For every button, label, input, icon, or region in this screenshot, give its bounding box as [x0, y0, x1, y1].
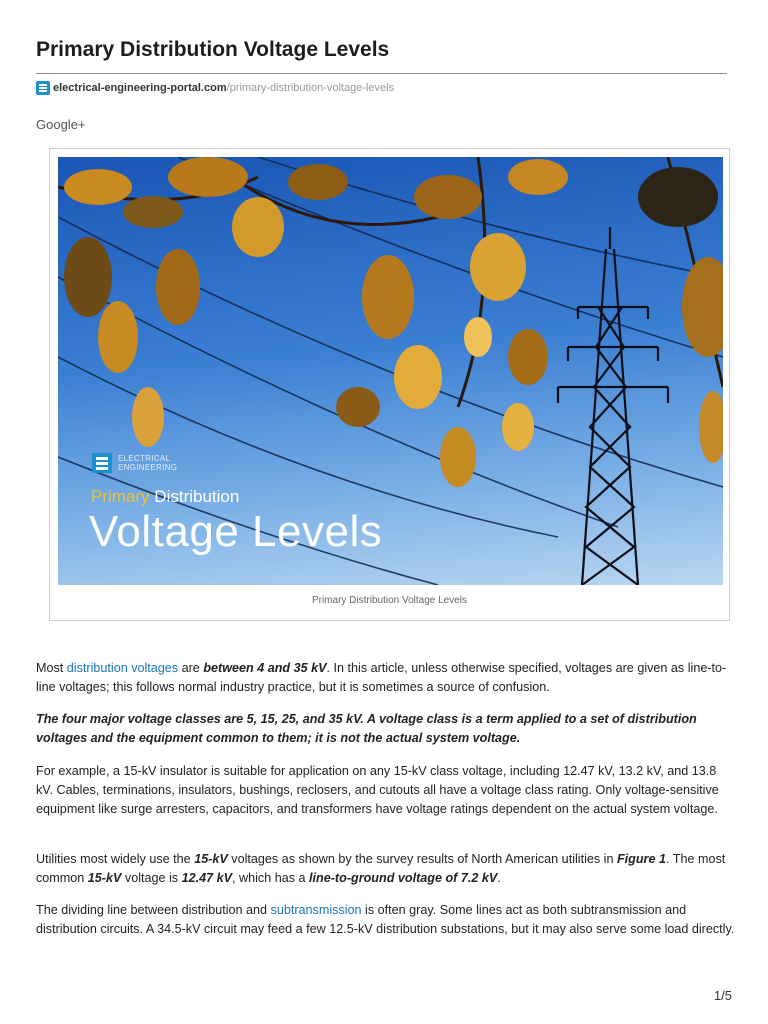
p5-text-1: The dividing line between distribution and: [36, 903, 271, 917]
p4-text-2: voltages as shown by the survey results of North American utilities in: [227, 852, 617, 866]
subtransmission-link[interactable]: subtransmission: [270, 903, 362, 917]
distribution-voltages-link[interactable]: distribution voltages: [66, 661, 179, 675]
paragraph-2: The four major voltage classes are 5, 15, 25, and 35 kV. A voltage class is a term applied to a set of distribution voltages and the equipment common to them; it is not the actual system voltage.: [36, 712, 697, 745]
p4-emphasis-1: 15-kV: [194, 852, 228, 866]
brand-logo-icon: [92, 453, 112, 473]
overlay-word-distribution: Distribution: [154, 487, 240, 506]
featured-figure: [49, 148, 730, 621]
figure-caption: Primary Distribution Voltage Levels: [311, 595, 468, 606]
autumn-leaves: [64, 157, 723, 487]
p4-text-4: voltage is: [121, 871, 182, 885]
p5-text-2: is often gray. Some lines act as both subtransmission and distribution circuits. A 34.5-kV circuit may feed a few 12.5-kV distribution substations, but it may also serve some load directly.: [36, 903, 735, 936]
p4-text-1: Utilities most widely use the: [36, 852, 195, 866]
transmission-tower-icon: [558, 227, 668, 585]
p4-figure-ref: Figure 1: [616, 852, 666, 866]
p1-text-2: are: [178, 661, 204, 675]
source-path-link[interactable]: /primary-distribution-voltage-levels: [226, 82, 395, 94]
overlay-brand: [92, 453, 177, 473]
paragraph-1: [36, 659, 736, 697]
p4-emphasis-4: line-to-ground voltage of 7.2 kV: [309, 871, 498, 885]
overlay-word-primary: Primary: [91, 487, 150, 506]
brand-line-1: ELECTRICAL: [118, 454, 171, 463]
site-logo-icon: [36, 81, 50, 95]
source-host-link[interactable]: electrical-engineering-portal.com: [53, 82, 227, 94]
paragraph-4: [36, 850, 736, 888]
p1-text-1: Most: [36, 661, 67, 675]
p1-text-3: . In this article, unless otherwise specified, voltages are given as line-to-line voltages; this follows normal industry practice, but it is sometimes a source of confusion.: [36, 661, 727, 694]
brand-line-2: ENGINEERING: [118, 463, 178, 472]
p4-text-6: .: [497, 871, 501, 885]
overlay-subtitle: [91, 487, 239, 507]
page-number: 1/5: [713, 988, 732, 1003]
featured-photo: [58, 157, 723, 585]
p1-emphasis: between 4 and 35 kV: [203, 661, 327, 675]
p4-emphasis-2: 15-kV: [87, 871, 122, 885]
source-line: [36, 81, 394, 95]
title-divider: [36, 73, 727, 74]
paragraph-3: For example, a 15-kV insulator is suitable for application on any 15-kV class voltage, including 12.47 kV, 13.2 kV, and 13.8 kV. Cables, terminations, insulators, bushings, reclosers, and cutouts all have a voltage class rating. Only voltage-sensitive equipment like surge arresters, capacitors, and transformers have voltage ratings dependent on the actual system voltage.: [36, 764, 719, 816]
p4-emphasis-3: 12.47 kV: [181, 871, 233, 885]
p4-text-3: . The most common: [36, 852, 726, 885]
p4-text-5: , which has a: [232, 871, 310, 885]
page-title: Primary Distribution Voltage Levels: [36, 38, 390, 61]
overlay-main-title: Voltage Levels: [89, 507, 383, 556]
paragraph-5: [36, 901, 736, 939]
google-plus-link[interactable]: Google+: [36, 117, 86, 132]
